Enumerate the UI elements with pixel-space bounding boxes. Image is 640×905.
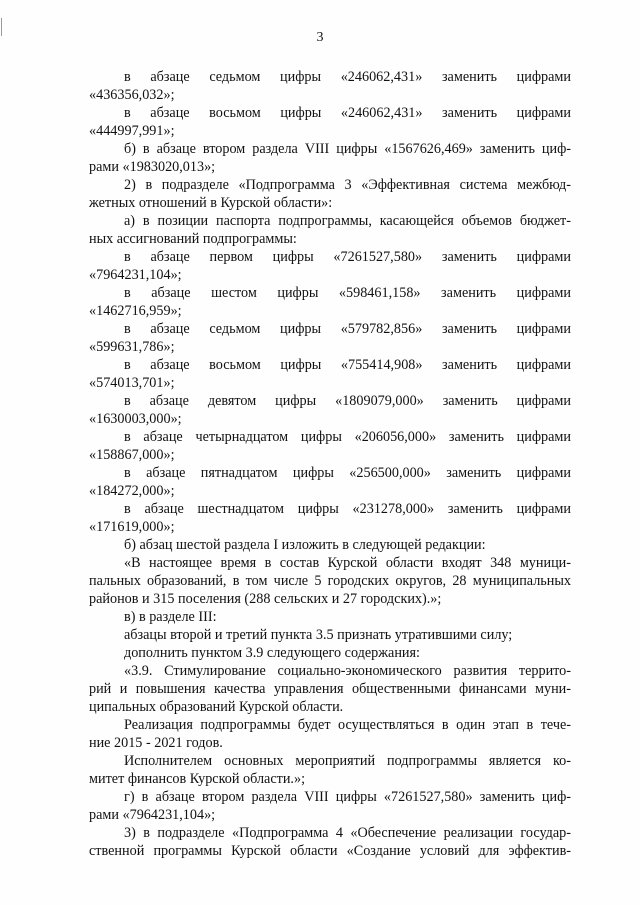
text-line: в абзаце шестнадцатом цифры «231278,000» заменить цифрами [124,501,571,517]
text-line: Реализация подпрограммы будет осуществляться в один этап в тече- [124,717,571,733]
text-line: рами «7964231,104»; [89,807,216,823]
text-line: рий и повышения качества управления общественными финансами муни- [89,681,571,697]
text-line: б) абзац шестой раздела I изложить в следующей редакции: [124,537,486,553]
text-line: «7964231,104»; [89,267,182,283]
text-line: ние 2015 - 2021 годов. [89,735,223,751]
page-number: 3 [316,30,324,45]
text-line: в абзаце пятнадцатом цифры «256500,000» заменить цифрами [124,465,571,481]
text-line: в абзаце седьмом цифры «579782,856» заменить цифрами [124,321,571,337]
text-line: «444997,991»; [89,123,175,139]
text-line: «3.9. Стимулирование социально-экономического развития террито- [124,663,571,679]
text-line: ных ассигнований подпрограммы: [89,231,297,247]
text-line: районов и 315 поселения (288 сельских и 27 городских).»; [89,591,442,607]
text-line: в абзаце седьмом цифры «246062,431» заменить цифрами [124,69,571,85]
text-line: абзацы второй и третий пункта 3.5 признать утратившими силу; [124,627,513,643]
text-line: ственной программы Курской области «Создание условий для эффектив- [89,843,571,859]
text-line: «574013,701»; [89,375,175,391]
text-line: «1462716,959»; [89,303,182,319]
text-line: в абзаце восьмом цифры «755414,908» заменить цифрами [124,357,571,373]
text-line: 2) в подразделе «Подпрограмма 3 «Эффективная система межбюд- [124,177,571,193]
text-line: «436356,032»; [89,87,175,103]
text-line: рами «1983020,013»; [89,159,216,175]
text-line: г) в абзаце втором раздела VIII цифры «7261527,580» заменить циф- [124,789,571,805]
text-line: дополнить пунктом 3.9 следующего содержания: [124,645,420,661]
text-line: «599631,786»; [89,339,175,355]
text-line: а) в позиции паспорта подпрограммы, касающейся объемов бюджет- [124,213,571,229]
text-line: митет финансов Курской области.»; [89,771,306,787]
text-line: в абзаце девятом цифры «1809079,000» заменить цифрами [124,393,571,409]
text-line: б) в абзаце втором раздела VIII цифры «1567626,469» заменить циф- [124,141,571,157]
text-line: ципальных образований Курской области. [89,699,344,715]
text-line: в абзаце первом цифры «7261527,580» заменить цифрами [124,249,571,265]
text-line: «В настоящее время в состав Курской области входят 348 муници- [124,555,571,571]
text-line: 3) в подразделе «Подпрограмма 4 «Обеспечение реализации государ- [124,825,571,841]
text-line: в абзаце шестом цифры «598461,158» заменить цифрами [124,285,571,301]
text-line: «184272,000»; [89,483,175,499]
text-line: «1630003,000»; [89,411,182,427]
text-line: в абзаце четырнадцатом цифры «206056,000» заменить цифрами [124,429,571,445]
text-line: «158867,000»; [89,447,175,463]
text-line: в) в разделе III: [124,609,217,625]
text-line: Исполнителем основных мероприятий подпрограммы является ко- [124,753,571,769]
text-line: «171619,000»; [89,519,175,535]
text-line: пальных образований, в том числе 5 городских округов, 28 муниципальных [89,573,571,589]
text-line: жетных отношений в Курской области»: [89,195,333,211]
text-line: в абзаце восьмом цифры «246062,431» заменить цифрами [124,105,571,121]
